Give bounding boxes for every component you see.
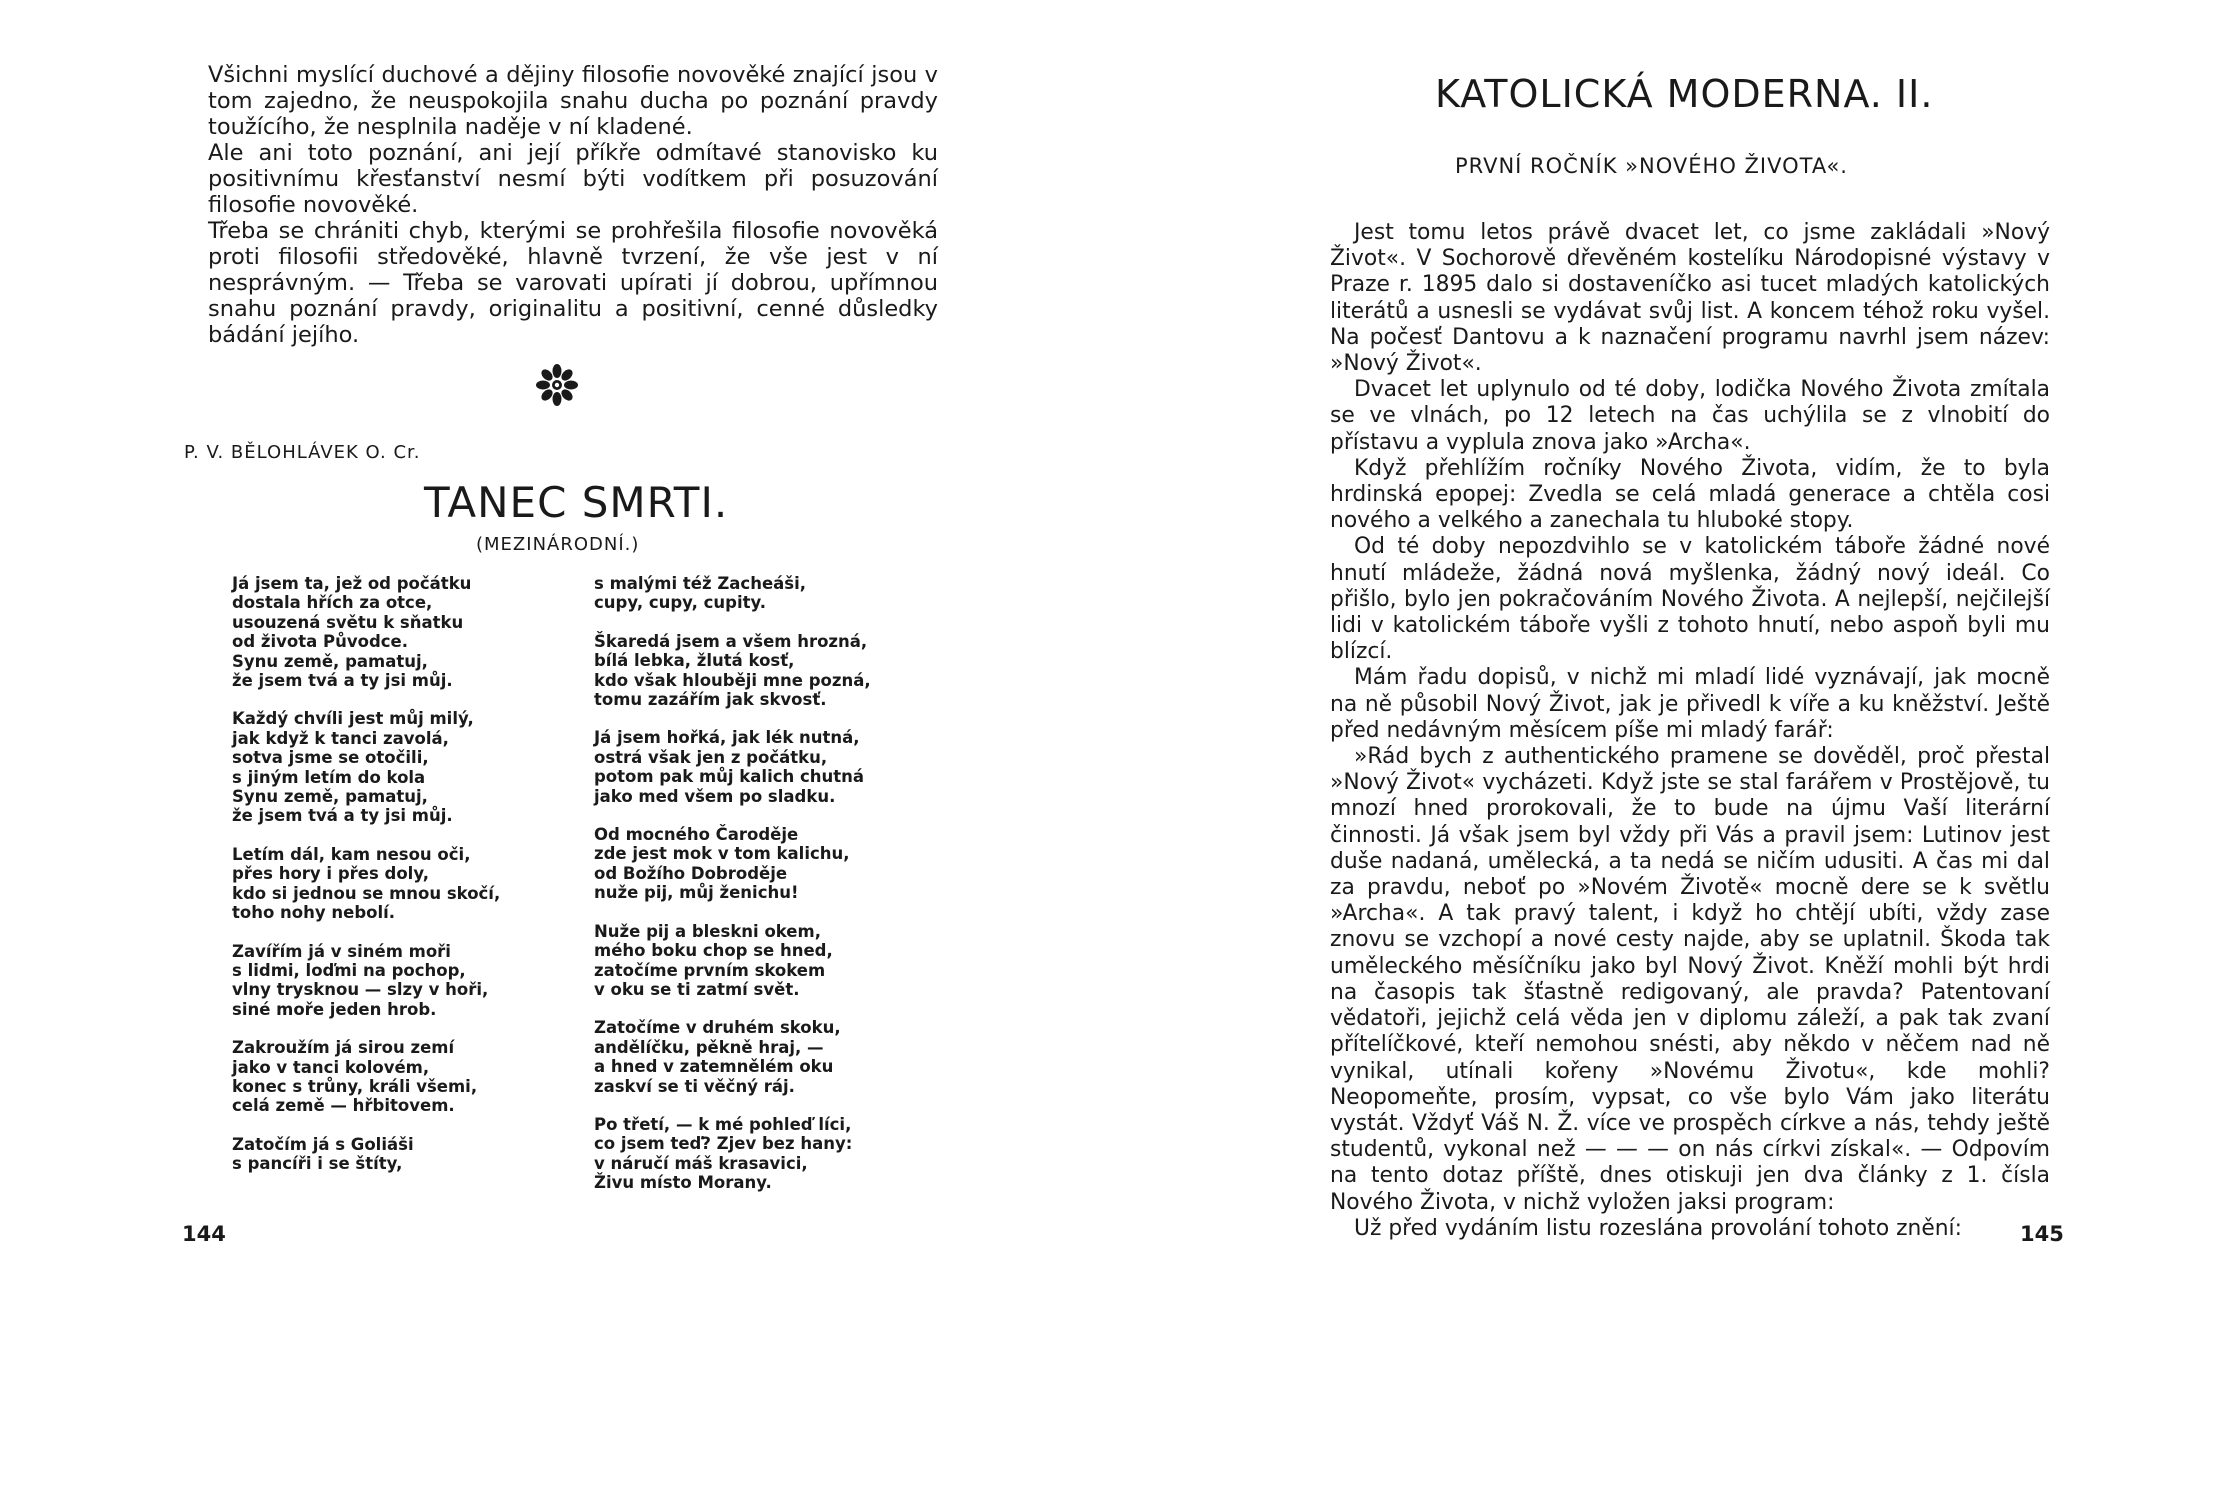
article-paragraph-6: »Rád bych z authentického pramene se dověděl, proč přestal »Nový Život« vycházeti. Když jste se stal farářem v Prostějově, tu mnozí hned prorokovali, že to bude na újmu Vaší literární činnosti. Já však jsem byl vždy při Vás a pravil jsem: Lutinov jest duše nadaná, umělecká, a ta nedá se ničím udusiti. A čas mi dal za pravdu, neboť po »Novém Životě« mocně dere se k světlu »Archa«. A tak pravý talent, i když ho chtějí ubíti, vždy zase znovu se vzchopí a nové cesty najde, aby se uplatnil. Škoda tak uměleckého měsíčníku jako byl Nový Život. Kněží mohli být hrdi na časopis tak šťastně redigovaný, ale pravda? Patentovaní vědatoři, jejichž celá věda jen v diplomu záleží, a pak tak zvaní přítelíčkové, kteří nemohou snésti, aby někdo v něčem nad ně vynikal, utínali kořeny »Novému Životu«, kde mohli? Neopomeňte, prosím, vypsat, co vše bylo Vám jako literátu vystát. Vždyť Váš N. Ž. více ve prospěch církve a nás, tehdy ještě studentů, vykonal než — — — on nás církvi získal«. — Odpovím na tento dotaz příště, dnes otiskuji jen dva články z 1. čísla Nového Života, v nichž vyložen jaksi program: [1330,744,2050,1215]
poem-line: přes hory i přes doly, [232,864,430,884]
intro-text [208,62,938,348]
poem-line: bílá lebka, žlutá kosť, [594,651,795,671]
poem-line: toho nohy nebolí. [232,903,396,923]
poem-stanza [232,845,562,923]
poem-line: Zavířím já v siném moři [232,941,451,961]
poem-stanza [594,1018,924,1096]
article-paragraph-5: Mám řadu dopisů, v nichž mi mladí lidé vyznávají, jak mocně na ně působil Nový Život, jak je přivedl k víře a ku kněžství. Ještě před nedávným měsícem píše mi mladý farář: [1330,665,2050,743]
poem-line: že jsem tvá a ty jsi můj. [232,806,453,826]
poem-line: a hned v zatemnělém oku [594,1057,834,1077]
poem-line: tomu zazářím jak skvosť. [594,690,827,710]
poem-line: vlny trysknou — slzy v hoři, [232,980,489,1000]
poem-line: usouzená světu k sňatku [232,612,464,632]
poem-line: siné moře jeden hrob. [232,999,437,1019]
poem-line: ostrá však jen z počátku, [594,747,828,767]
poem-author: P. V. BĚLOHLÁVEK O. Cr. [184,442,421,463]
poem-line: s jiným letím do kola [232,767,426,787]
poem-line: Škaredá jsem a všem hrozná, [594,631,868,651]
poem-column-1 [232,574,562,1193]
flower-ornament-icon [534,362,580,408]
poem-line: zde jest mok v tom kalichu, [594,844,850,864]
poem-line: Zatočíme v druhém skoku, [594,1018,841,1038]
poem-line: že jsem tvá a ty jsi můj. [232,671,453,691]
poem-line: Po třetí, — k mé pohleď líci, [594,1114,852,1134]
poem-stanza [594,574,924,613]
poem-line: s malými též Zacheáši, [594,574,807,593]
poem-line: Nuže pij a bleskni okem, [594,921,821,941]
poem-stanza [232,1135,562,1174]
poem-line: sotva jsme se otočili, [232,748,429,768]
poem-line: Já jsem ta, jež od počátku [232,574,472,593]
article-paragraph-4: Od té doby nepozdvihlo se v katolickém táboře žádné nové hnutí mládeže, žádná nová myšlenka, žádný nový ideál. Co přišlo, bylo jen pokračováním Nového Života. A nejlepší, nejčilejší lidi v katolickém táboře vyšli z tohoto hnutí, nebo aspoň byli mu blízcí. [1330,534,2050,665]
poem-line: nuže pij, můj ženichu! [594,883,799,903]
article-paragraph-1: Jest tomu letos právě dvacet let, co jsme zakládali »Nový Život«. V Sochorově dřevěném kostelíku Národopisné výstavy v Praze r. 1895 dalo si dostaveníčko asi tucet mladých katolických literátů a usnesli se vydávat svůj list. A koncem téhož roku vyšel. Na počesť Dantovu a k naznačení programu navrhl jsem název: »Nový Život«. [1330,220,2050,377]
poem-line: Letím dál, kam nesou oči, [232,844,471,864]
article-title: KATOLICKÁ MODERNA. II. [1435,72,1934,116]
poem-line: jak když k tanci zavolá, [232,728,449,748]
poem-line: s pancíři i se štíty, [232,1154,403,1174]
poem-stanza [594,825,924,903]
poem-line: jako med všem po sladku. [594,786,836,806]
intro-paragraph-2: Ale ani toto poznání, ani její příkře odmítavé stanovisko ku positivnímu křesťanství nesmí býti vodítkem při posuzování filosofie novověké. [208,140,938,218]
poem-subtitle: (MEZINÁRODNÍ.) [476,534,640,555]
poem-line: celá země — hřbitovem. [232,1096,455,1116]
poem-column-2 [594,574,924,1212]
article-paragraph-7: Už před vydáním listu rozeslána provolání tohoto znění: [1354,1215,1962,1241]
intro-paragraph-3: Třeba se chrániti chyb, kterými se prohřešila filosofie novověká proti filosofii středověké, hlavně tvrzení, že vše jest v ní nesprávným. — Třeba se varovati upírati jí dobrou, upřímnou snahu poznání pravdy, originalitu a positivní, cenné důsledky bádání jejího. [208,218,938,348]
poem-stanza [594,728,924,806]
poem-stanza [232,1038,562,1116]
poem-line: od života Původce. [232,632,408,652]
right-page [1115,0,2230,1500]
poem-line: konec s trůny, králi všemi, [232,1076,478,1096]
poem-stanza [594,632,924,710]
poem-line: Zatočím já s Goliáši [232,1134,414,1154]
poem-line: Každý chvíli jest můj milý, [232,709,474,729]
poem-line: zatočíme prvním skokem [594,960,826,980]
poem-line: zaskví se ti věčný ráj. [594,1076,795,1096]
poem-line: Synu země, pamatuj, [232,787,428,807]
poem-line: cupy, cupy, cupity. [594,593,767,613]
page-number-left: 144 [182,1222,226,1246]
poem-line: kdo si jednou se mnou skočí, [232,883,501,903]
poem-line: andělíčku, pěkně hraj, — [594,1037,824,1057]
poem-stanza [232,709,562,825]
poem-line: potom pak můj kalich chutná [594,767,865,787]
poem-line: Živu místo Morany. [594,1173,772,1193]
poem-line: od Božího Dobroděje [594,863,788,883]
poem-stanza [232,574,562,690]
poem-title: TANEC SMRTI. [424,478,729,527]
poem-line: Já jsem hořká, jak lék nutná, [594,728,860,748]
intro-paragraph-1: Všichni myslící duchové a dějiny filosofie novověké znající jsou v tom zajedno, že neuspokojila snahu ducha po poznání pravdy toužícího, že nesplnila naděje v ní kladené. [208,62,938,140]
poem-line: co jsem teď? Zjev bez hany: [594,1134,853,1154]
poem-line: kdo však hlouběji mne pozná, [594,670,871,690]
poem-line: v náručí máš krasavici, [594,1153,808,1173]
article-paragraph-3: Když přehlížím ročníky Nového Života, vidím, že to byla hrdinská epopej: Zvedla se celá mladá generace a chtěla cosi nového a velkého a zanechala tu hluboké stopy. [1330,455,2050,534]
poem-stanza [594,1115,924,1193]
poem-line: Od mocného Čaroděje [594,825,799,845]
poem-line: Zakroužím já sirou zemí [232,1038,455,1058]
poem-line: Synu země, pamatuj, [232,651,428,671]
poem-line: mého boku chop se hned, [594,941,833,961]
poem-line: v oku se ti zatmí svět. [594,979,800,999]
article-paragraph-2: Dvacet let uplynulo od té doby, lodička Nového Života zmítala se ve vlnách, po 12 letech na čas uchýlila se z vlnobití do přístavu a vyplula znova jako »Archa«. [1330,377,2050,455]
poem-stanza [232,942,562,1020]
poem-stanza [594,922,924,1000]
article-body [1330,220,2050,1242]
poem-line: dostala hřích za otce, [232,593,433,613]
page-number-right: 145 [2020,1222,2064,1246]
article-subtitle: PRVNÍ ROČNÍK »NOVÉHO ŽIVOTA«. [1455,154,1848,178]
poem-line: s lidmi, loďmi na pochop, [232,960,466,980]
poem-line: jako v tanci kolovém, [232,1057,430,1077]
